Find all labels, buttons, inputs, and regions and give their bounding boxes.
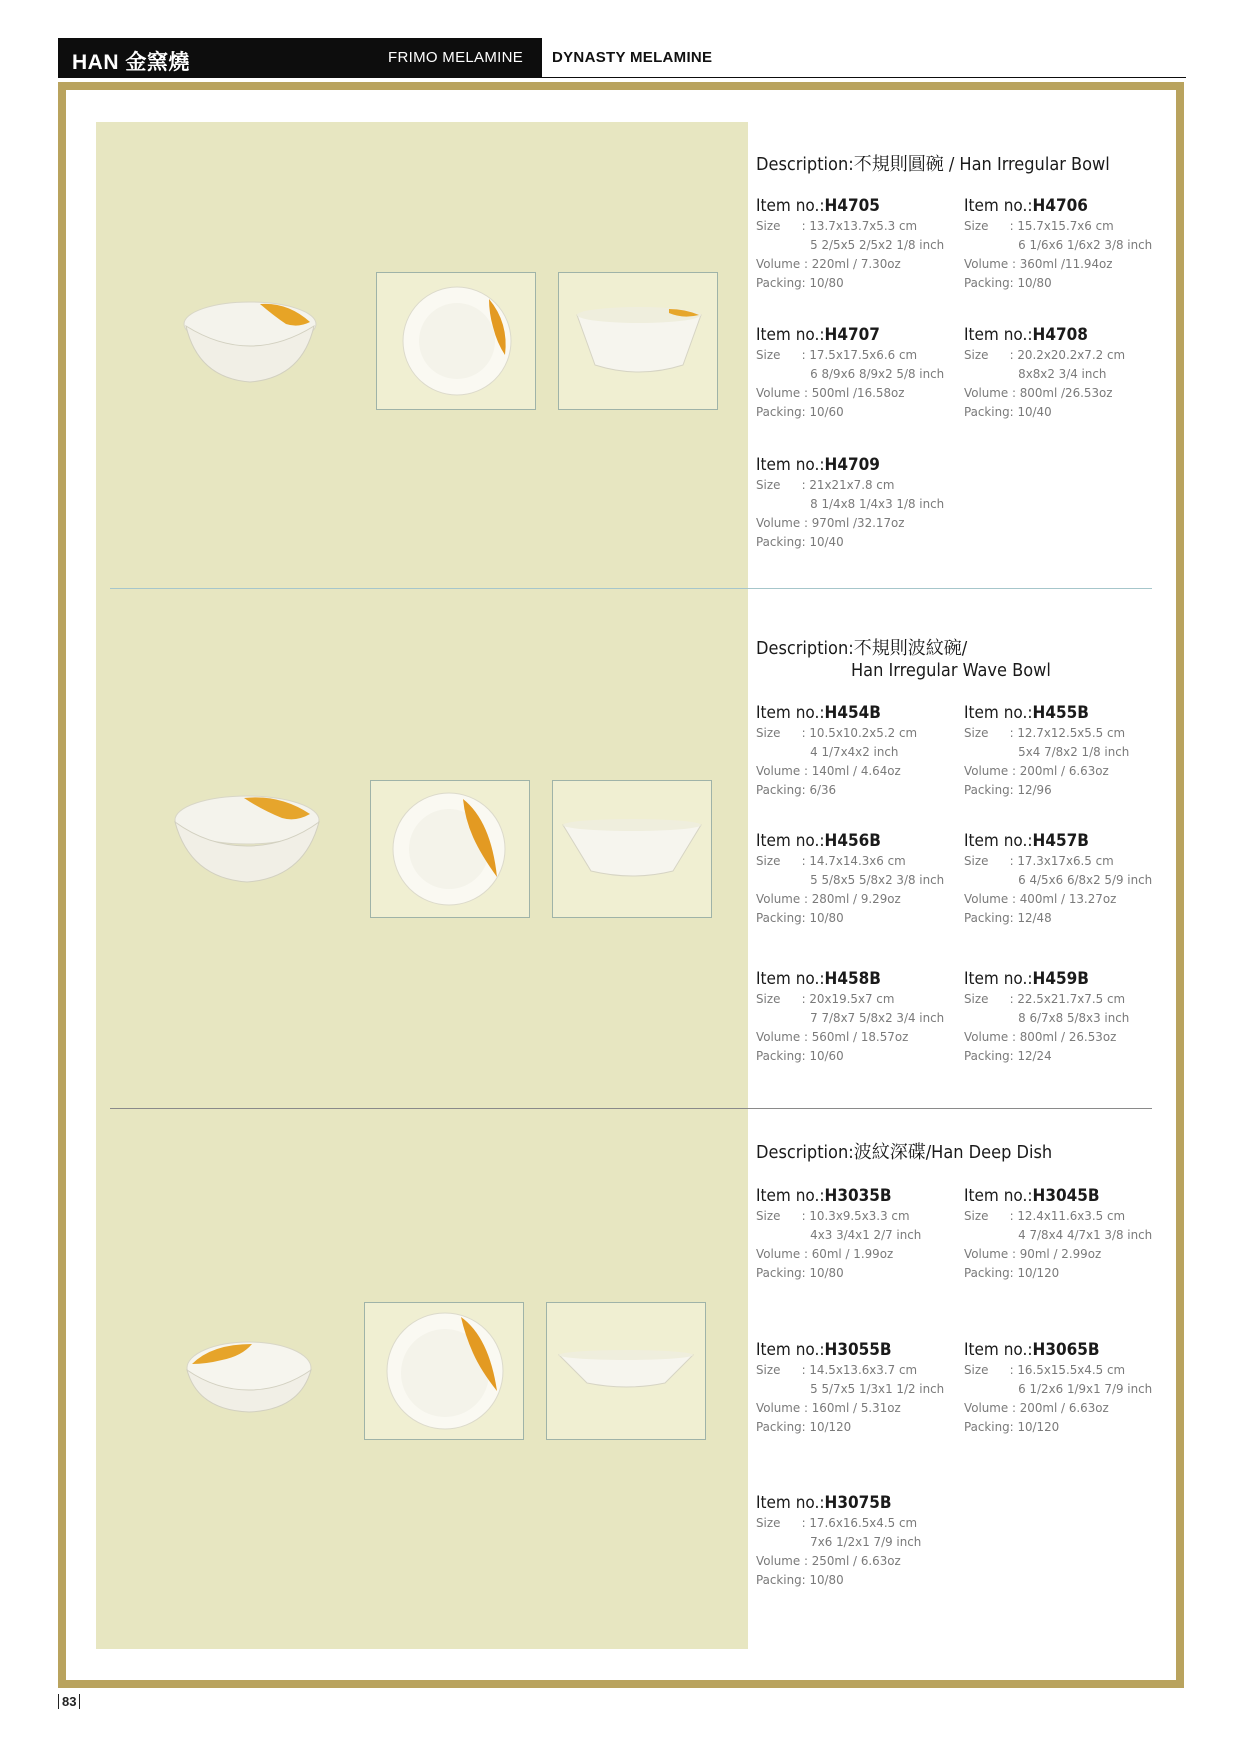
size-cm: : 17.3x17x6.5 cm: [1009, 853, 1114, 868]
page-header: [58, 38, 1186, 78]
volume-label: Volume: [756, 1029, 801, 1044]
item-number: Item no.:H458B: [756, 969, 881, 989]
size-cm: : 12.4x11.6x3.5 cm: [1009, 1208, 1126, 1223]
product-item-h458b: [756, 969, 966, 1065]
packing: : 10/120: [1009, 1419, 1060, 1434]
size-label: Size: [756, 477, 781, 492]
size-inch: 7 7/8x7 5/8x2 3/4 inch: [810, 1010, 945, 1025]
size-label: Size: [756, 725, 781, 740]
product-item-h3055b: [756, 1340, 966, 1436]
size-label: Size: [756, 1515, 781, 1530]
packing-label: Packing: [964, 275, 1010, 290]
product-item-h457b: [964, 831, 1174, 927]
size-label: Size: [756, 347, 781, 362]
size-cm: : 10.3x9.5x3.3 cm: [801, 1208, 910, 1223]
packing-label: Packing: [756, 534, 802, 549]
size-cm: : 17.6x16.5x4.5 cm: [801, 1515, 918, 1530]
packing-label: Packing: [964, 910, 1010, 925]
packing-label: Packing: [756, 1265, 802, 1280]
packing: : 10/60: [801, 404, 844, 419]
volume: : 500ml /16.58oz: [803, 385, 905, 400]
size-cm: : 17.5x17.5x6.6 cm: [801, 347, 918, 362]
size-cm: : 12.7x12.5x5.5 cm: [1009, 725, 1126, 740]
item-number: Item no.:H457B: [964, 831, 1089, 851]
packing: : 10/40: [1009, 404, 1052, 419]
packing-label: Packing: [964, 404, 1010, 419]
packing-label: Packing: [756, 782, 802, 797]
size-label: Size: [756, 853, 781, 868]
thumbnail-side-view: [552, 780, 712, 918]
volume-label: Volume: [964, 891, 1009, 906]
item-number: Item no.:H3045B: [964, 1186, 1100, 1206]
product-item-h3045b: [964, 1186, 1174, 1282]
volume-label: Volume: [756, 891, 801, 906]
volume: : 200ml / 6.63oz: [1011, 763, 1109, 778]
size-label: Size: [964, 1362, 989, 1377]
packing: : 10/120: [1009, 1265, 1060, 1280]
size-cm: : 15.7x15.7x6 cm: [1009, 218, 1114, 233]
volume: : 160ml / 5.31oz: [803, 1400, 901, 1415]
size-label: Size: [964, 853, 989, 868]
size-cm: : 20x19.5x7 cm: [801, 991, 895, 1006]
product-item-h3075b: [756, 1493, 966, 1589]
product-item-h455b: [964, 703, 1174, 799]
volume-label: Volume: [756, 763, 801, 778]
packing: : 10/60: [801, 1048, 844, 1063]
item-number: Item no.:H3075B: [756, 1493, 892, 1513]
thumbnail-top-view: [370, 780, 530, 918]
item-number: Item no.:H459B: [964, 969, 1089, 989]
packing-label: Packing: [756, 1048, 802, 1063]
packing-label: Packing: [756, 1572, 802, 1587]
item-number: Item no.:H4708: [964, 325, 1088, 345]
section-description-line2: Han Irregular Wave Bowl: [851, 660, 1051, 681]
packing-label: Packing: [964, 782, 1010, 797]
item-number: Item no.:H455B: [964, 703, 1089, 723]
thumbnail-top-view: [364, 1302, 524, 1440]
volume-label: Volume: [756, 515, 801, 530]
size-inch: 4 7/8x4 4/7x1 3/8 inch: [1018, 1227, 1153, 1242]
size-cm: : 22.5x21.7x7.5 cm: [1009, 991, 1126, 1006]
dish-photo: [182, 1334, 316, 1416]
volume: : 220ml / 7.30oz: [803, 256, 901, 271]
size-inch: 8 6/7x8 5/8x3 inch: [1018, 1010, 1130, 1025]
packing-label: Packing: [756, 1419, 802, 1434]
series-title: HAN 金窯燒: [72, 51, 190, 74]
volume-label: Volume: [964, 1029, 1009, 1044]
size-inch: 5 5/7x5 1/3x1 1/2 inch: [810, 1381, 945, 1396]
packing: : 12/24: [1009, 1048, 1052, 1063]
item-number: Item no.:H3065B: [964, 1340, 1100, 1360]
thumbnail-side-view: [558, 272, 718, 410]
item-number: Item no.:H4706: [964, 196, 1088, 216]
packing: : 10/80: [801, 910, 844, 925]
item-number: Item no.:H4707: [756, 325, 880, 345]
size-inch: 6 1/6x6 1/6x2 3/8 inch: [1018, 237, 1153, 252]
product-item-h459b: [964, 969, 1174, 1065]
size-inch: 5 5/8x5 5/8x2 3/8 inch: [810, 872, 945, 887]
volume: : 360ml /11.94oz: [1011, 256, 1113, 271]
section-description: Description:波紋深碟/Han Deep Dish: [756, 1142, 1053, 1163]
size-cm: : 16.5x15.5x4.5 cm: [1009, 1362, 1126, 1377]
size-inch: 5 2/5x5 2/5x2 1/8 inch: [810, 237, 945, 252]
packing: : 10/80: [801, 275, 844, 290]
size-label: Size: [756, 218, 781, 233]
product-item-h454b: [756, 703, 966, 799]
size-inch: 6 4/5x6 6/8x2 5/9 inch: [1018, 872, 1153, 887]
packing-label: Packing: [756, 404, 802, 419]
thumbnail-top-view: [376, 272, 536, 410]
size-inch: 8x8x2 3/4 inch: [1018, 366, 1107, 381]
thumbnail-side-view: [546, 1302, 706, 1440]
volume: : 560ml / 18.57oz: [803, 1029, 909, 1044]
section-description: Description:不規則圓碗 / Han Irregular Bowl: [756, 154, 1110, 175]
size-cm: : 20.2x20.2x7.2 cm: [1009, 347, 1126, 362]
size-cm: : 14.5x13.6x3.7 cm: [801, 1362, 918, 1377]
brand-dynasty: DYNASTY MELAMINE: [552, 49, 713, 66]
brand-frimo: FRIMO MELAMINE: [388, 49, 524, 66]
size-label: Size: [964, 218, 989, 233]
item-number: Item no.:H4709: [756, 455, 880, 475]
product-item-h4707: [756, 325, 966, 421]
product-item-h4708: [964, 325, 1174, 421]
packing: : 10/80: [801, 1572, 844, 1587]
packing-label: Packing: [964, 1419, 1010, 1434]
volume: : 800ml /26.53oz: [1011, 385, 1113, 400]
size-inch: 8 1/4x8 1/4x3 1/8 inch: [810, 496, 945, 511]
packing: : 12/96: [1009, 782, 1052, 797]
size-inch: 4 1/7x4x2 inch: [810, 744, 899, 759]
product-item-h456b: [756, 831, 966, 927]
size-inch: 6 8/9x6 8/9x2 5/8 inch: [810, 366, 945, 381]
product-item-h3035b: [756, 1186, 966, 1282]
size-inch: 6 1/2x6 1/9x1 7/9 inch: [1018, 1381, 1153, 1396]
size-label: Size: [964, 347, 989, 362]
product-item-h3065b: [964, 1340, 1174, 1436]
packing: : 10/40: [801, 534, 844, 549]
volume: : 140ml / 4.64oz: [803, 763, 901, 778]
packing: : 10/80: [801, 1265, 844, 1280]
size-cm: : 21x21x7.8 cm: [801, 477, 895, 492]
item-number: Item no.:H4705: [756, 196, 880, 216]
volume: : 400ml / 13.27oz: [1011, 891, 1117, 906]
packing: : 10/80: [1009, 275, 1052, 290]
product-item-h4709: [756, 455, 966, 551]
bowl-photo: [178, 294, 322, 386]
volume-label: Volume: [964, 1246, 1009, 1261]
size-inch: 4x3 3/4x1 2/7 inch: [810, 1227, 922, 1242]
size-cm: : 10.5x10.2x5.2 cm: [801, 725, 918, 740]
volume: : 280ml / 9.29oz: [803, 891, 901, 906]
volume-label: Volume: [756, 1400, 801, 1415]
packing-label: Packing: [964, 1265, 1010, 1280]
size-inch: 7x6 1/2x1 7/9 inch: [810, 1534, 922, 1549]
volume: : 200ml / 6.63oz: [1011, 1400, 1109, 1415]
bowl-photo: [170, 790, 324, 886]
item-number: Item no.:H3055B: [756, 1340, 892, 1360]
volume: : 970ml /32.17oz: [803, 515, 905, 530]
page-number: 83: [58, 1694, 80, 1709]
volume-label: Volume: [964, 256, 1009, 271]
section-description: Description:不規則波紋碗/: [756, 638, 968, 659]
volume-label: Volume: [964, 763, 1009, 778]
packing: : 6/36: [801, 782, 837, 797]
packing: : 12/48: [1009, 910, 1052, 925]
volume: : 90ml / 2.99oz: [1011, 1246, 1102, 1261]
packing-label: Packing: [756, 275, 802, 290]
header-rule: [58, 77, 1186, 78]
volume-label: Volume: [756, 1553, 801, 1568]
item-number: Item no.:H3035B: [756, 1186, 892, 1206]
volume-label: Volume: [964, 385, 1009, 400]
volume: : 250ml / 6.63oz: [803, 1553, 901, 1568]
section-divider: [110, 588, 1152, 589]
item-number: Item no.:H454B: [756, 703, 881, 723]
size-label: Size: [756, 991, 781, 1006]
size-label: Size: [964, 991, 989, 1006]
packing-label: Packing: [964, 1048, 1010, 1063]
size-label: Size: [964, 725, 989, 740]
item-number: Item no.:H456B: [756, 831, 881, 851]
volume-label: Volume: [756, 256, 801, 271]
size-cm: : 14.7x14.3x6 cm: [801, 853, 906, 868]
volume: : 800ml / 26.53oz: [1011, 1029, 1117, 1044]
product-item-h4705: [756, 196, 966, 292]
size-inch: 5x4 7/8x2 1/8 inch: [1018, 744, 1130, 759]
volume: : 60ml / 1.99oz: [803, 1246, 894, 1261]
size-label: Size: [756, 1362, 781, 1377]
size-label: Size: [964, 1208, 989, 1223]
section-divider: [110, 1108, 1152, 1109]
volume-label: Volume: [756, 385, 801, 400]
packing: : 10/120: [801, 1419, 852, 1434]
product-item-h4706: [964, 196, 1174, 292]
packing-label: Packing: [756, 910, 802, 925]
volume-label: Volume: [964, 1400, 1009, 1415]
size-label: Size: [756, 1208, 781, 1223]
size-cm: : 13.7x13.7x5.3 cm: [801, 218, 918, 233]
volume-label: Volume: [756, 1246, 801, 1261]
